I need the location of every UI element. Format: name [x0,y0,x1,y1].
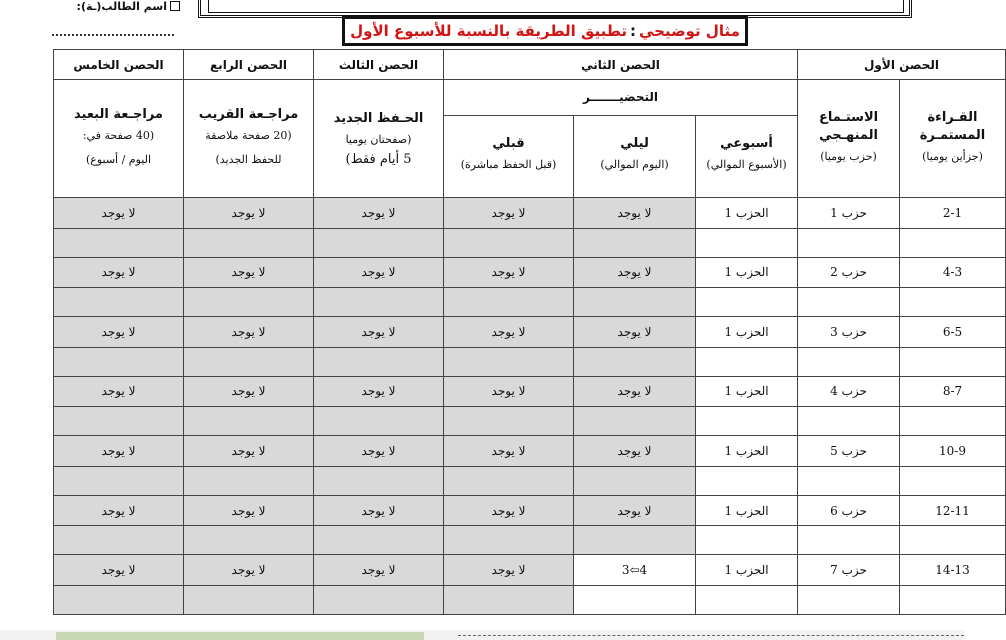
table-row-blank [54,288,1006,317]
session-4-header: الحصن الرابع [184,50,314,80]
blank-cell [574,288,696,317]
reading-note: (جزأين يوميا) [922,149,983,163]
new-note-a: (صفحتان يوميا [345,133,412,147]
table-row-blank [54,228,1006,257]
blank-cell [574,526,696,555]
listening-title: الاستـماع المنهـجي [818,109,879,143]
far-cell: لا يوجد [54,257,184,287]
weekly-note: (الأسبوع الموالي) [706,158,787,172]
weekly-cell: الحزب 1 [696,376,798,406]
reading-cell: 12-11 [900,495,1006,525]
weekly-header [696,115,798,198]
new-cell: لا يوجد [314,198,444,228]
far-cell: لا يوجد [54,317,184,347]
table-row-blank [54,526,1006,555]
checkbox-icon[interactable] [170,1,180,11]
near-title: مراجـعة القريب [198,106,299,122]
before-cell: لا يوجد [444,555,574,585]
table-row [54,376,1006,406]
table-row [54,198,1006,228]
blank-cell[interactable] [696,288,798,317]
before-cell: لا يوجد [444,436,574,466]
blank-cell [444,228,574,257]
blank-cell[interactable] [798,407,900,436]
table-row [54,317,1006,347]
weekly-title: أسبوعي [720,136,773,152]
new-cell: لا يوجد [314,376,444,406]
blank-cell [314,288,444,317]
weekly-cell: الحزب 1 [696,257,798,287]
near-cell: لا يوجد [184,198,314,228]
blank-cell[interactable] [900,228,1006,257]
title-part-b: تطبيق الطريقة بالنسبة للأسبوع الأول [350,22,627,40]
weekly-cell: الحزب 1 [696,198,798,228]
before-cell: لا يوجد [444,495,574,525]
blank-cell [184,466,314,495]
new-title: الحـفظ الجديد [333,111,424,127]
listening-cell: حزب 6 [798,495,900,525]
blank-cell[interactable] [696,526,798,555]
table-row [54,495,1006,525]
listening-cell: حزب 1 [798,198,900,228]
next-section-dashed-border [458,635,964,636]
blank-cell [314,407,444,436]
blank-cell[interactable] [900,407,1006,436]
table-row [54,257,1006,287]
session-1-header: الحصن الأول [798,50,1006,80]
nightly-cell: لا يوجد [574,495,696,525]
schedule-table [53,49,1006,615]
before-note: (قبل الحفظ مباشرة) [460,158,557,172]
nightly-cell: لا يوجد [574,257,696,287]
reading-cell: 2-1 [900,198,1006,228]
near-cell: لا يوجد [184,555,314,585]
near-cell: لا يوجد [184,257,314,287]
far-cell: لا يوجد [54,376,184,406]
blank-cell [184,585,314,614]
nightly-cell: لا يوجد [574,436,696,466]
listening-cell: حزب 4 [798,376,900,406]
near-cell: لا يوجد [184,376,314,406]
title-separator: : [629,22,636,40]
blank-cell [184,228,314,257]
far-note-a: (40 صفحة في: [82,128,155,142]
nightly-cell: لا يوجد [574,376,696,406]
blank-cell [184,288,314,317]
blank-cell [314,585,444,614]
blank-cell[interactable] [696,347,798,376]
nightly-cell: لا يوجد [574,317,696,347]
far-cell: لا يوجد [54,436,184,466]
reading-title: القـراءة المستمـرة [919,109,986,143]
new-cell: لا يوجد [314,495,444,525]
before-cell: لا يوجد [444,376,574,406]
near-cell: لا يوجد [184,495,314,525]
new-cell: لا يوجد [314,555,444,585]
blank-cell[interactable] [574,585,696,614]
weekly-cell: الحزب 1 [696,436,798,466]
before-cell: لا يوجد [444,257,574,287]
blank-cell [444,526,574,555]
student-name-field[interactable] [52,24,174,36]
far-review-header [54,80,184,198]
table-row [54,436,1006,466]
reading-cell: 4-3 [900,257,1006,287]
student-name-text: اسم الطالب(ـة): [76,0,167,13]
before-title: قبلي [492,136,525,152]
far-cell: لا يوجد [54,198,184,228]
new-cell: لا يوجد [314,317,444,347]
near-cell: لا يوجد [184,317,314,347]
listening-cell: حزب 5 [798,436,900,466]
listening-cell: حزب 7 [798,555,900,585]
before-cell: لا يوجد [444,317,574,347]
near-cell: لا يوجد [184,436,314,466]
next-section-image-edge [56,632,424,640]
blank-cell [54,585,184,614]
nightly-cell: لا يوجد [574,198,696,228]
far-cell: لا يوجد [54,555,184,585]
blank-cell [314,526,444,555]
table-row [54,555,1006,585]
reading-cell: 14-13 [900,555,1006,585]
blank-cell [574,228,696,257]
weekly-cell: الحزب 1 [696,317,798,347]
listening-cell: حزب 2 [798,257,900,287]
blank-cell[interactable] [900,585,1006,614]
far-title: مراجـعة البعيد [74,106,163,122]
example-title-box [342,16,748,46]
new-memorization-header [314,80,444,198]
before-header [444,115,574,198]
page-margin [0,0,44,640]
nightly-header [574,115,696,198]
table-row-blank [54,585,1006,614]
blank-cell[interactable] [798,466,900,495]
blank-cell [54,526,184,555]
blank-cell [444,347,574,376]
blank-cell [574,407,696,436]
blank-cell [54,347,184,376]
reading-header [900,80,1006,198]
blank-cell[interactable] [798,288,900,317]
preparation-header: التحضيـــــــر [444,80,798,115]
new-cell: لا يوجد [314,436,444,466]
table-row-blank [54,466,1006,495]
blank-cell [314,466,444,495]
blank-cell [54,228,184,257]
new-note-b: 5 أيام فقط) [345,152,412,168]
blank-cell [574,466,696,495]
blank-cell[interactable] [798,526,900,555]
blank-cell [184,407,314,436]
blank-cell [184,526,314,555]
weekly-cell: الحزب 1 [696,555,798,585]
far-cell: لا يوجد [54,495,184,525]
weekly-cell: الحزب 1 [696,495,798,525]
blank-cell [54,407,184,436]
far-note-b: اليوم / أسبوع) [85,152,152,166]
blank-cell[interactable] [900,466,1006,495]
blank-cell[interactable] [900,347,1006,376]
blank-cell[interactable] [696,466,798,495]
listening-header [798,80,900,198]
reading-cell: 8-7 [900,376,1006,406]
blank-cell [574,347,696,376]
session-3-header: الحصن الثالث [314,50,444,80]
title-part-a: مثال توضيحي [638,22,740,40]
listening-cell: حزب 3 [798,317,900,347]
blank-cell[interactable] [696,407,798,436]
table-row-blank [54,347,1006,376]
near-note-b: للحفظ الجديد) [215,152,282,166]
blank-cell [444,585,574,614]
blank-cell [444,407,574,436]
blank-cell [184,347,314,376]
blank-cell[interactable] [696,585,798,614]
nightly-title: ليلي [620,136,649,152]
blank-cell [314,347,444,376]
listening-note: (حزب يوميا) [820,149,877,163]
before-cell: لا يوجد [444,198,574,228]
nightly-cell: 4⇦3 [574,555,696,585]
blank-cell[interactable] [900,288,1006,317]
blank-cell [444,288,574,317]
near-note-a: (20 صفحة ملاصقة [205,128,292,142]
blank-cell[interactable] [900,526,1006,555]
student-name-label [60,0,180,14]
blank-cell [54,288,184,317]
blank-cell[interactable] [696,228,798,257]
blank-cell [54,466,184,495]
table-row-blank [54,407,1006,436]
blank-cell [314,228,444,257]
near-review-header [184,80,314,198]
blank-cell [444,466,574,495]
blank-cell[interactable] [798,228,900,257]
reading-cell: 10-9 [900,436,1006,466]
blank-cell[interactable] [798,347,900,376]
reading-cell: 6-5 [900,317,1006,347]
nightly-note: (اليوم الموالي) [600,158,669,172]
blank-cell[interactable] [798,585,900,614]
new-cell: لا يوجد [314,257,444,287]
session-5-header: الحصن الخامس [54,50,184,80]
session-2-header: الحصن الثاني [444,50,798,80]
top-frame-inner-border [208,0,904,13]
